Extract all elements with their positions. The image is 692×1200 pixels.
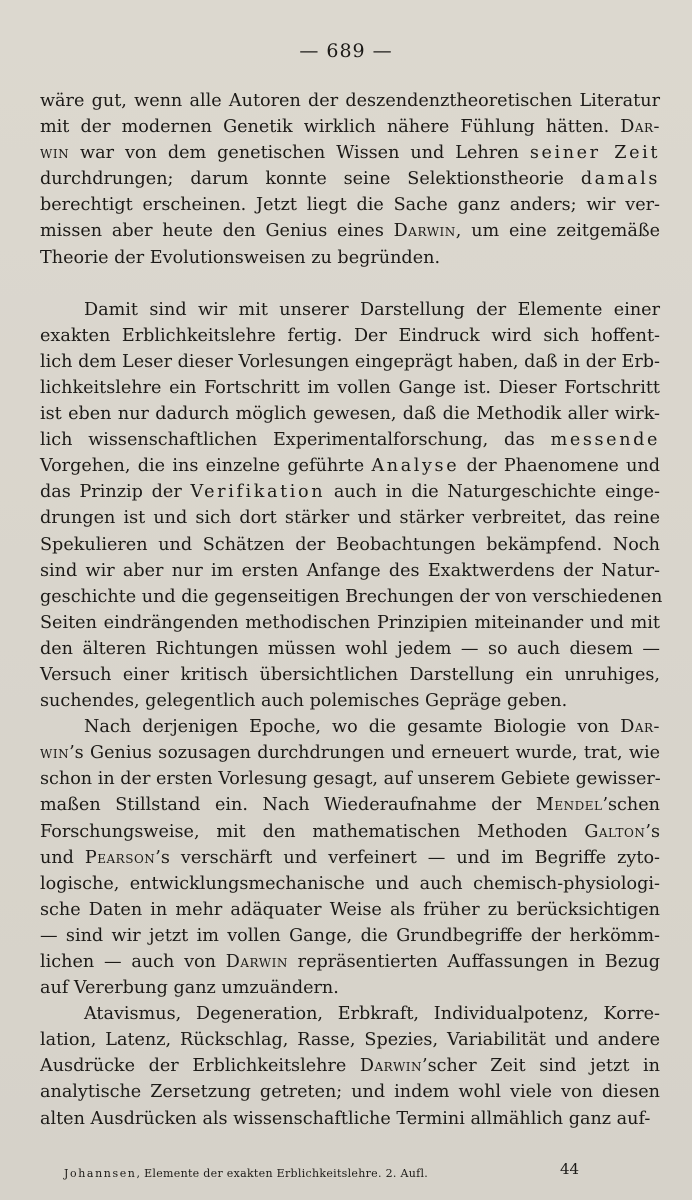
text-line: [40, 427, 660, 453]
text-line: [40, 792, 660, 818]
text-run: sind wir aber nur im ersten Anfange des Exaktwerdens der Natur-: [40, 560, 660, 581]
text-line: [40, 610, 660, 636]
text-run: lation, Latenz, Rückschlag, Rasse, Spezies, Variabilität und andere: [40, 1030, 660, 1051]
text-line: [40, 323, 660, 349]
text-run: und: [40, 847, 85, 868]
text-run: maßen Stillstand ein. Nach Wiederaufnahme der: [40, 795, 536, 816]
text-run: ’schen: [602, 795, 660, 816]
small-caps-name: Darwin: [359, 1056, 423, 1077]
text-line: [40, 297, 660, 323]
spaced-emphasis: Verifikation: [190, 482, 326, 503]
text-run: lichen — auch von: [40, 952, 226, 972]
text-line: [40, 584, 663, 610]
text-line: [40, 949, 660, 975]
text-line: [40, 740, 660, 766]
text-run: sche Daten in mehr adäquater Weise als früher zu berücksichtigen: [40, 899, 660, 920]
text-run: Versuch einer kritisch übersichtlichen Darstellung ein unruhiges,: [40, 664, 660, 685]
text-run: Ausdrücke der Erblichkeitslehre: [40, 1056, 360, 1077]
text-line: [40, 845, 660, 871]
small-caps-name: Pearson: [84, 847, 156, 868]
text-run: repräsentierten Auffassungen in Bezug: [287, 952, 661, 972]
text-line: [40, 88, 660, 114]
text-run: ’scher Zeit sind jetzt in: [422, 1056, 660, 1077]
text-run: Seiten eindrängenden methodischen Prinzipien miteinander und mit: [40, 612, 660, 633]
text-run: ’s verschärft und verfeinert — und im Begriffe zyto-: [155, 847, 660, 868]
text-run: analytische Zersetzung getreten; und indem wohl viele von diesen: [40, 1082, 660, 1103]
text-line: [40, 479, 660, 505]
spaced-emphasis: damals: [580, 169, 660, 190]
text-run: lichkeitslehre ein Fortschritt im vollen Gange ist. Dieser Fortschritt: [40, 377, 660, 398]
text-line: [40, 923, 660, 949]
spaced-emphasis: messende: [550, 430, 660, 451]
small-caps-name: Dar-: [620, 117, 660, 138]
text-line: [40, 714, 660, 740]
text-line: [40, 897, 660, 923]
footer-title: , Elemente der exakten Erblichkeitslehre. 2. Aufl.: [136, 1167, 429, 1180]
small-caps-name: Darwin: [393, 221, 456, 242]
text-line: [40, 1079, 660, 1105]
small-caps-name: Galton: [584, 821, 646, 842]
text-run: war von dem genetischen Wissen und Lehren: [69, 143, 530, 164]
text-run: missen aber heute den Genius eines: [40, 221, 394, 242]
footer-citation: [64, 1167, 428, 1180]
small-caps-name: Darwin: [225, 952, 288, 972]
text-run: Theorie der Evolutionsweisen zu begründen.: [40, 247, 441, 268]
text-line: [40, 662, 660, 688]
text-run: — sind wir jetzt im vollen Gange, die Grundbegriffe der herkömm-: [40, 925, 660, 946]
text-line: [40, 532, 660, 558]
text-run: Forschungsweise, mit den mathematischen Methoden: [40, 821, 585, 842]
text-line: [40, 505, 660, 531]
text-line: [40, 245, 660, 271]
page-number: — 689 —: [299, 40, 393, 62]
spaced-emphasis: seiner Zeit: [529, 143, 660, 164]
text-run: lich dem Leser dieser Vorlesungen eingeprägt haben, daß in der Erb-: [40, 351, 660, 372]
text-line: [40, 1106, 660, 1132]
text-line: [40, 401, 660, 427]
text-run: mit der modernen Genetik wirklich nähere Fühlung hätten.: [40, 117, 621, 138]
text-run: ’s: [645, 821, 660, 842]
text-run: ’s Genius sozusagen durchdrungen und erneuert wurde, trat, wie: [69, 743, 660, 764]
text-line: [40, 766, 660, 792]
text-run: Atavismus, Degeneration, Erbkraft, Individualpotenz, Korre-: [84, 1004, 660, 1025]
text-line: [40, 871, 660, 897]
small-caps-name: win: [40, 143, 70, 164]
text-run: schon in der ersten Vorlesung gesagt, auf unserem Gebiete gewisser-: [40, 769, 661, 790]
text-line: [40, 1027, 660, 1053]
text-line: [40, 1001, 660, 1027]
signature-mark: 44: [560, 1160, 580, 1178]
small-caps-name: Mendel: [535, 795, 603, 816]
text-run: berechtigt erscheinen. Jetzt liegt die Sache ganz anders; wir ver-: [40, 195, 660, 216]
text-line: [40, 688, 660, 714]
text-run: den älteren Richtungen müssen wohl jedem — so auch diesem —: [40, 638, 660, 659]
body-text: [40, 88, 663, 1132]
small-caps-name: win: [40, 743, 70, 764]
text-run: durchdrungen; darum konnte seine Selektionstheorie: [40, 169, 581, 190]
text-run: wäre gut, wenn alle Autoren der deszendenztheoretischen Literatur: [40, 91, 660, 111]
text-line: [40, 140, 660, 166]
text-line: [40, 1053, 660, 1079]
small-caps-name: Dar-: [620, 717, 660, 738]
text-run: Damit sind wir mit unserer Darstellung der Elemente einer: [84, 299, 660, 320]
text-run: suchendes, gelegentlich auch polemisches Gepräge geben.: [40, 691, 568, 712]
text-run: exakten Erblichkeitslehre fertig. Der Eindruck wird sich hoffent-: [40, 325, 660, 346]
text-line: [40, 558, 660, 584]
text-run: auch in die Naturgeschichte einge-: [325, 482, 661, 503]
text-line: [40, 636, 660, 662]
text-line: [40, 114, 660, 140]
text-run: lich wissenschaftlichen Experimentalforschung, das: [40, 430, 551, 451]
text-run: logische, entwicklungsmechanische und auch chemisch-physiologi-: [40, 873, 660, 894]
text-run: der Phaenomene und: [459, 456, 660, 477]
text-run: auf Vererbung ganz umzuändern.: [40, 978, 339, 999]
text-run: Spekulieren und Schätzen der Beobachtungen bekämpfend. Noch: [40, 534, 660, 555]
text-run: Vorgehen, die ins einzelne geführte: [40, 456, 372, 477]
text-run: alten Ausdrücken als wissenschaftliche Termini allmählich ganz auf-: [40, 1108, 651, 1129]
text-line: [40, 453, 660, 479]
text-line: [40, 218, 660, 244]
text-run: ist eben nur dadurch möglich gewesen, daß die Methodik aller wirk-: [40, 404, 660, 425]
text-line: [40, 349, 660, 375]
text-line: [40, 975, 660, 1001]
text-line: [40, 375, 660, 401]
text-run: , um eine zeitgemäße: [455, 221, 660, 242]
paragraph-gap: [40, 271, 660, 297]
text-run: Nach derjenigen Epoche, wo die gesamte Biologie von: [84, 717, 621, 738]
text-line: [40, 166, 660, 192]
text-run: drungen ist und sich dort stärker und stärker verbreitet, das reine: [40, 508, 660, 529]
text-line: [40, 192, 660, 218]
text-line: [40, 819, 660, 845]
footer-author: Johannsen: [64, 1167, 137, 1180]
text-run: das Prinzip der: [40, 482, 191, 503]
spaced-emphasis: Analyse: [371, 456, 460, 477]
text-run: geschichte und die gegenseitigen Brechungen der von verschiedenen: [40, 586, 663, 607]
